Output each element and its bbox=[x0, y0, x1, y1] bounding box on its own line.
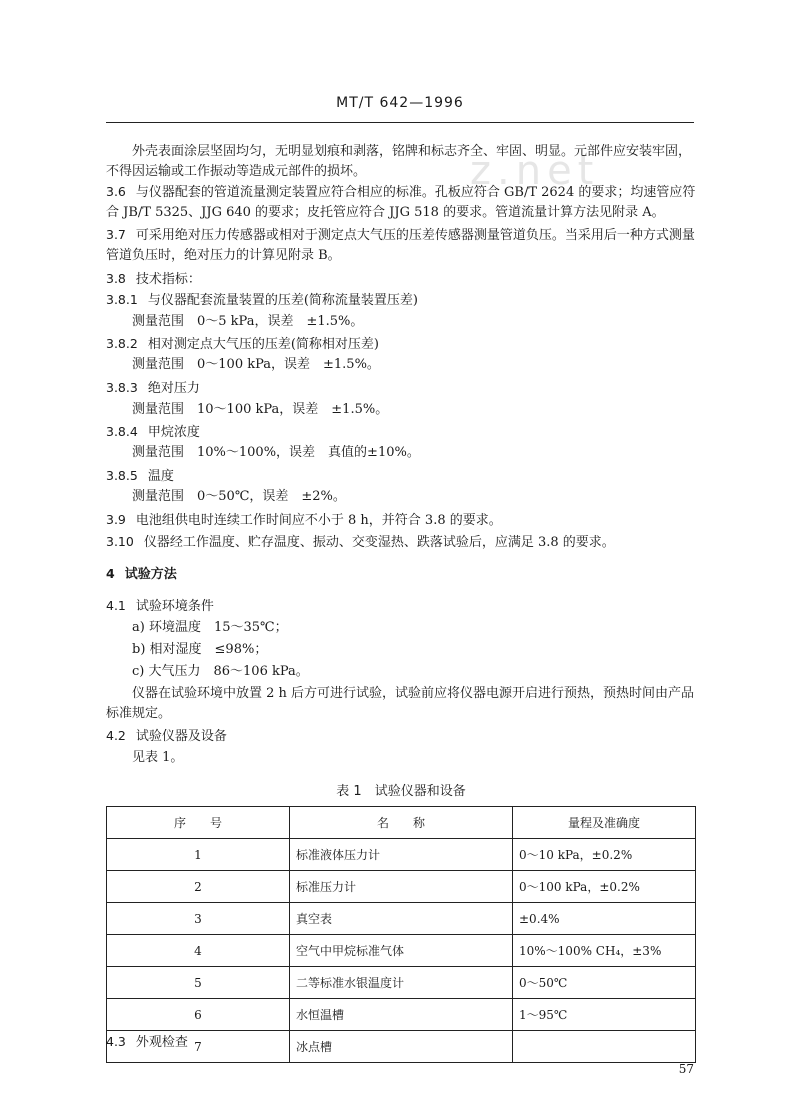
table-row bbox=[107, 871, 696, 903]
header-name: 名 称 bbox=[290, 807, 513, 839]
cell-range: ±0.4% bbox=[513, 903, 696, 935]
cell-seq: 7 bbox=[107, 1031, 290, 1063]
cell-name: 水恒温槽 bbox=[290, 999, 513, 1031]
cell-name: 标准压力计 bbox=[290, 871, 513, 903]
table-row bbox=[107, 839, 696, 871]
table-row bbox=[107, 903, 696, 935]
clause-4-2: 4.2 试验仪器及设备 bbox=[106, 728, 227, 744]
cell-seq: 3 bbox=[107, 903, 290, 935]
cell-name: 二等标准水银温度计 bbox=[290, 967, 513, 999]
clause-4-1: 4.1 试验环境条件 bbox=[106, 598, 214, 614]
clause-3-8-5: 3.8.5 温度 bbox=[106, 468, 174, 484]
table-header-row bbox=[107, 807, 696, 839]
env-item-c: c) 大气压力 86～106 kPa。 bbox=[132, 664, 309, 679]
cell-range: 0～10 kPa，±0.2% bbox=[513, 839, 696, 871]
cell-seq: 2 bbox=[107, 871, 290, 903]
range-3-8-1: 测量范围 0～5 kPa，误差 ±1.5%。 bbox=[132, 314, 364, 329]
table-row bbox=[107, 967, 696, 999]
cell-range: 0～100 kPa，±0.2% bbox=[513, 871, 696, 903]
page-number: 57 bbox=[678, 1062, 694, 1076]
section-4-title: 4 试验方法 bbox=[106, 566, 177, 582]
cell-seq: 4 bbox=[107, 935, 290, 967]
equipment-table bbox=[106, 806, 696, 1063]
table-row bbox=[107, 999, 696, 1031]
cell-name: 真空表 bbox=[290, 903, 513, 935]
cell-seq: 6 bbox=[107, 999, 290, 1031]
range-3-8-5: 测量范围 0～50℃，误差 ±2%。 bbox=[132, 489, 346, 504]
clause-3-9: 3.9 电池组供电时连续工作时间应不小于 8 h，并符合 3.8 的要求。 bbox=[106, 512, 502, 528]
cell-name: 标准液体压力计 bbox=[290, 839, 513, 871]
range-3-8-2: 测量范围 0～100 kPa，误差 ±1.5%。 bbox=[132, 357, 380, 372]
table-row bbox=[107, 935, 696, 967]
table-caption: 表 1 试验仪器和设备 bbox=[336, 784, 466, 799]
clause-3-8-1: 3.8.1 与仪器配套流量装置的压差(简称流量装置压差) bbox=[106, 292, 418, 308]
range-3-8-4: 测量范围 10%～100%，误差 真值的±10%。 bbox=[132, 445, 420, 460]
cell-seq: 5 bbox=[107, 967, 290, 999]
cell-range: 1～95℃ bbox=[513, 999, 696, 1031]
clause-3-10: 3.10 仪器经工作温度、贮存温度、振动、交变湿热、跌落试验后，应满足 3.8 的要求。 bbox=[106, 534, 615, 550]
clause-3-6: 3.6 与仪器配套的管道流量测定装置应符合相应的标准。孔板应符合 GB/T 2624 的要求；均速管应符合 JB/T 5325、JJG 640 的要求；皮托管应符合 JJG 518 的要求。管道流量计算方法见附录 A。 bbox=[106, 184, 696, 220]
cell-range: 0～50℃ bbox=[513, 967, 696, 999]
header-range: 量程及准确度 bbox=[513, 807, 696, 839]
clause-4-3: 4.3 外观检查 bbox=[106, 1034, 188, 1050]
clause-3-8-4: 3.8.4 甲烷浓度 bbox=[106, 424, 200, 440]
paragraph-preheat: 仪器在试验环境中放置 2 h 后方可进行试验，试验前应将仪器电源开启进行预热，预热时间由产品标准规定。 bbox=[106, 686, 695, 721]
clause-3-8: 3.8 技术指标： bbox=[106, 271, 201, 287]
clause-3-7: 3.7 可采用绝对压力传感器或相对于测定点大气压的压差传感器测量管道负压。当采用后一种方式测量管道负压时，绝对压力的计算见附录 B。 bbox=[106, 227, 695, 263]
cell-name: 冰点槽 bbox=[290, 1031, 513, 1063]
page-header: MT/T 642—1996 bbox=[336, 95, 464, 111]
see-table-1: 见表 1。 bbox=[132, 750, 184, 765]
range-3-8-3: 测量范围 10～100 kPa，误差 ±1.5%。 bbox=[132, 402, 389, 417]
paragraph-exterior: 外壳表面涂层坚固均匀，无明显划痕和剥落，铭牌和标志齐全、牢固、明显。元部件应安装牢固，不得因运输或工作振动等造成元部件的损坏。 bbox=[106, 144, 692, 179]
clause-3-8-3: 3.8.3 绝对压力 bbox=[106, 380, 200, 396]
header-rule bbox=[106, 122, 694, 123]
cell-name: 空气中甲烷标准气体 bbox=[290, 935, 513, 967]
watermark: z.net bbox=[470, 148, 600, 194]
env-item-b: b) 相对湿度 ≤98%； bbox=[132, 642, 268, 657]
cell-range: 10%～100% CH₄，±3% bbox=[513, 935, 696, 967]
clause-3-8-2: 3.8.2 相对测定点大气压的压差(简称相对压差) bbox=[106, 336, 379, 352]
header-seq: 序 号 bbox=[107, 807, 290, 839]
cell-seq: 1 bbox=[107, 839, 290, 871]
env-item-a: a) 环境温度 15～35℃； bbox=[132, 620, 288, 635]
